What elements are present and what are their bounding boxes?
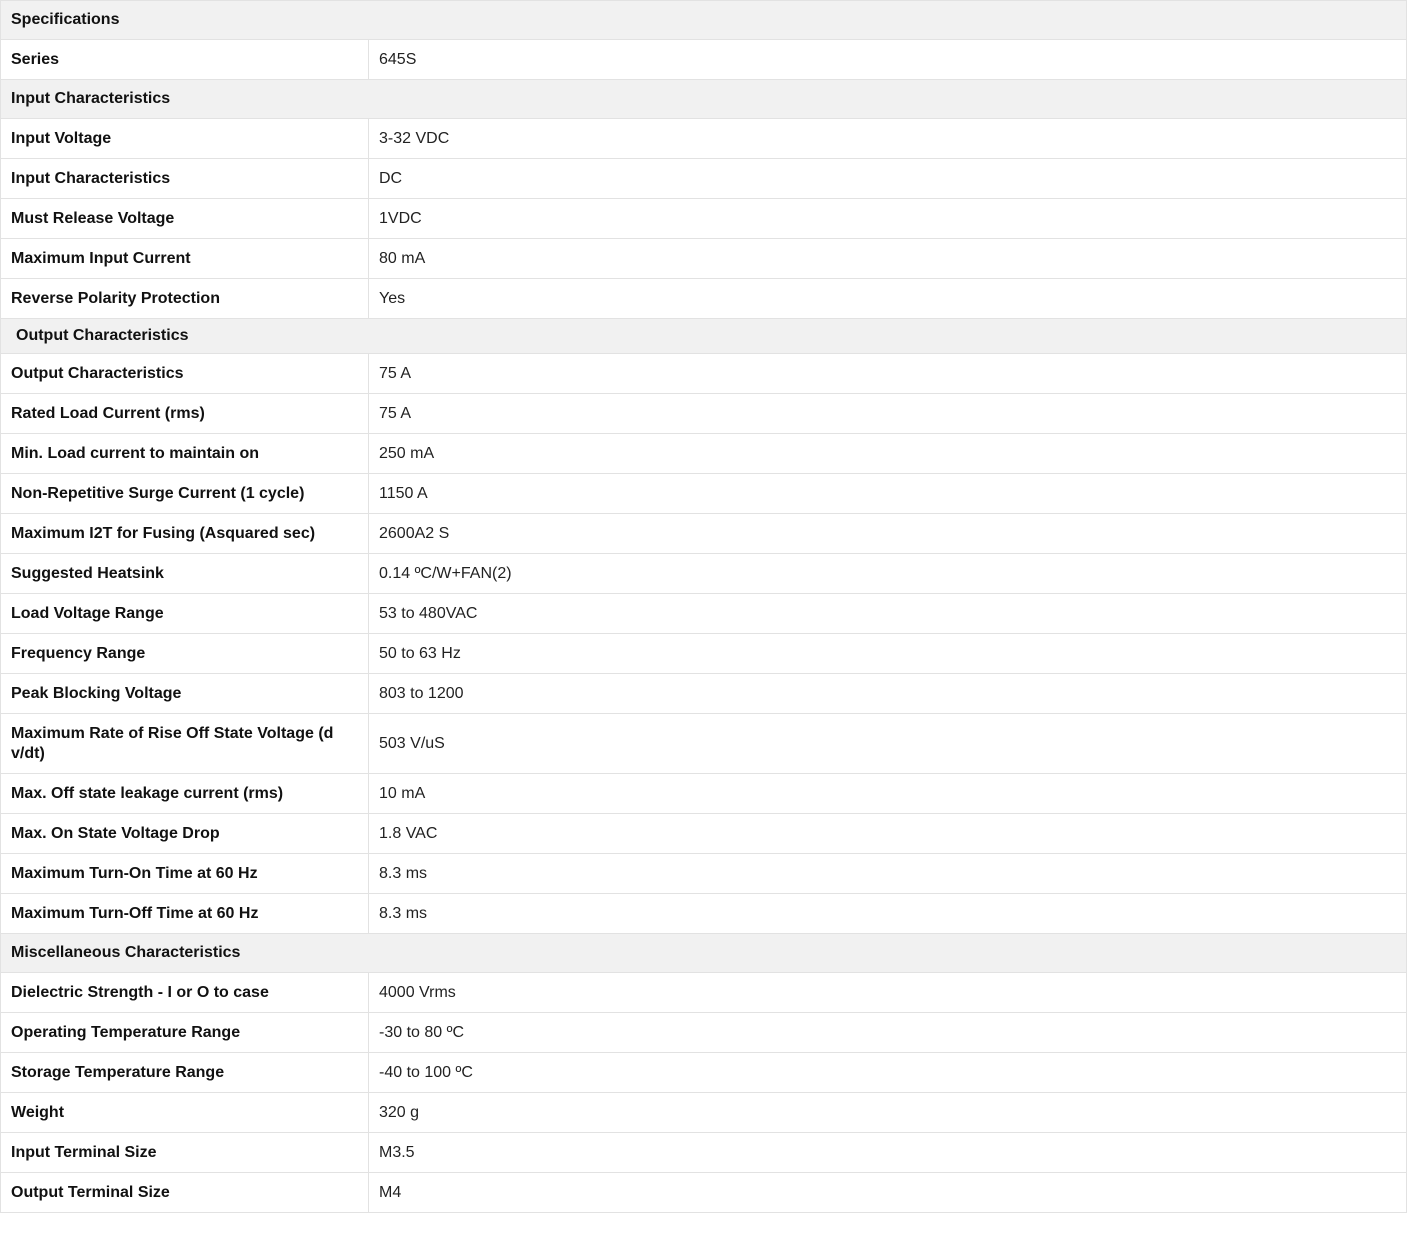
section-header-input-characteristics <box>1 80 1407 119</box>
spec-value: 0.14 ºC/W+FAN(2) <box>369 554 1407 594</box>
table-row <box>1 1093 1407 1133</box>
spec-label: Dielectric Strength - I or O to case <box>1 973 369 1013</box>
spec-label: Non-Repetitive Surge Current (1 cycle) <box>1 474 369 514</box>
table-row <box>1 714 1407 774</box>
table-row <box>1 514 1407 554</box>
spec-value: 8.3 ms <box>369 854 1407 894</box>
section-title: Specifications <box>1 1 1407 40</box>
table-row <box>1 239 1407 279</box>
table-row <box>1 474 1407 514</box>
table-row <box>1 199 1407 239</box>
spec-label: Maximum Turn-On Time at 60 Hz <box>1 854 369 894</box>
spec-value: 80 mA <box>369 239 1407 279</box>
table-row <box>1 159 1407 199</box>
spec-value: 320 g <box>369 1093 1407 1133</box>
table-row <box>1 634 1407 674</box>
spec-value: 1.8 VAC <box>369 814 1407 854</box>
spec-label: Max. Off state leakage current (rms) <box>1 774 369 814</box>
table-row <box>1 774 1407 814</box>
spec-value: 2600A2 S <box>369 514 1407 554</box>
table-row <box>1 279 1407 319</box>
table-row <box>1 1013 1407 1053</box>
spec-label: Must Release Voltage <box>1 199 369 239</box>
spec-label: Storage Temperature Range <box>1 1053 369 1093</box>
spec-label: Output Terminal Size <box>1 1173 369 1213</box>
spec-label: Rated Load Current (rms) <box>1 394 369 434</box>
spec-value: 50 to 63 Hz <box>369 634 1407 674</box>
spec-label: Reverse Polarity Protection <box>1 279 369 319</box>
spec-label: Operating Temperature Range <box>1 1013 369 1053</box>
spec-value: 75 A <box>369 394 1407 434</box>
table-row <box>1 854 1407 894</box>
spec-label: Maximum Input Current <box>1 239 369 279</box>
spec-value: M3.5 <box>369 1133 1407 1173</box>
table-row <box>1 434 1407 474</box>
spec-value: Yes <box>369 279 1407 319</box>
spec-label: Input Characteristics <box>1 159 369 199</box>
spec-label: Weight <box>1 1093 369 1133</box>
spec-value: -30 to 80 ºC <box>369 1013 1407 1053</box>
section-header-miscellaneous-characteristics <box>1 934 1407 973</box>
spec-label: Maximum Rate of Rise Off State Voltage (d v/dt) <box>1 714 369 774</box>
spec-value: 1150 A <box>369 474 1407 514</box>
spec-value: 3-32 VDC <box>369 119 1407 159</box>
section-title: Output Characteristics <box>1 319 1407 354</box>
table-row <box>1 354 1407 394</box>
table-row <box>1 1173 1407 1213</box>
section-title: Input Characteristics <box>1 80 1407 119</box>
section-title: Miscellaneous Characteristics <box>1 934 1407 973</box>
table-row <box>1 40 1407 80</box>
spec-label: Peak Blocking Voltage <box>1 674 369 714</box>
section-header-output-characteristics <box>1 319 1407 354</box>
table-row <box>1 554 1407 594</box>
spec-value: 8.3 ms <box>369 894 1407 934</box>
spec-label: Input Terminal Size <box>1 1133 369 1173</box>
spec-label: Load Voltage Range <box>1 594 369 634</box>
table-row <box>1 1133 1407 1173</box>
spec-value: 1VDC <box>369 199 1407 239</box>
spec-value: 10 mA <box>369 774 1407 814</box>
table-row <box>1 1053 1407 1093</box>
table-row <box>1 674 1407 714</box>
spec-label: Maximum I2T for Fusing (Asquared sec) <box>1 514 369 554</box>
spec-label: Input Voltage <box>1 119 369 159</box>
table-row <box>1 894 1407 934</box>
spec-label: Output Characteristics <box>1 354 369 394</box>
spec-label: Min. Load current to maintain on <box>1 434 369 474</box>
spec-label: Suggested Heatsink <box>1 554 369 594</box>
spec-label: Frequency Range <box>1 634 369 674</box>
spec-value: 803 to 1200 <box>369 674 1407 714</box>
spec-value: 75 A <box>369 354 1407 394</box>
spec-value: 645S <box>369 40 1407 80</box>
spec-label: Maximum Turn-Off Time at 60 Hz <box>1 894 369 934</box>
spec-value: 503 V/uS <box>369 714 1407 774</box>
spec-value: 250 mA <box>369 434 1407 474</box>
spec-value: 4000 Vrms <box>369 973 1407 1013</box>
spec-value: 53 to 480VAC <box>369 594 1407 634</box>
table-row <box>1 594 1407 634</box>
spec-label: Series <box>1 40 369 80</box>
spec-value: DC <box>369 159 1407 199</box>
spec-label: Max. On State Voltage Drop <box>1 814 369 854</box>
spec-value: M4 <box>369 1173 1407 1213</box>
spec-value: -40 to 100 ºC <box>369 1053 1407 1093</box>
table-row <box>1 814 1407 854</box>
section-header-specifications <box>1 1 1407 40</box>
table-row <box>1 973 1407 1013</box>
table-row <box>1 119 1407 159</box>
table-row <box>1 394 1407 434</box>
